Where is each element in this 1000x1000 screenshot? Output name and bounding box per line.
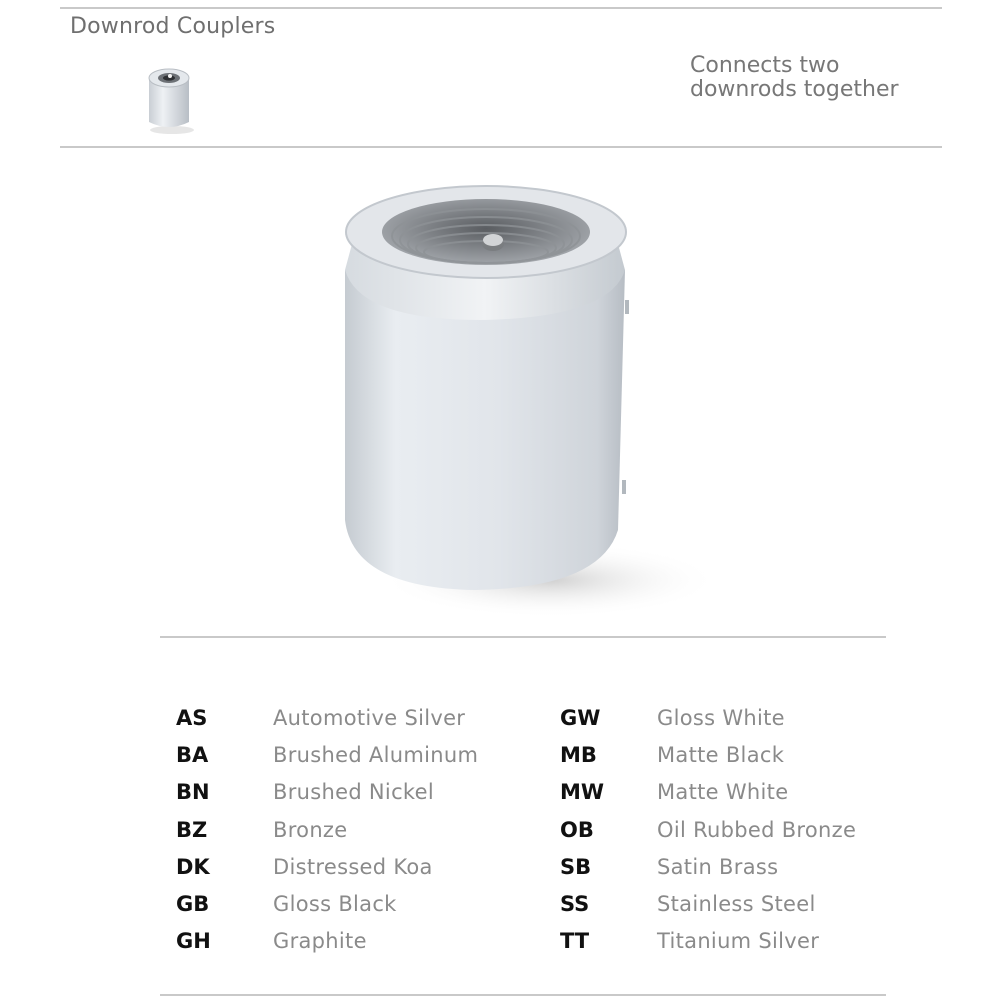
- finish-code: OB: [560, 817, 594, 842]
- finish-row: [560, 736, 856, 773]
- finish-name: Gloss White: [657, 705, 785, 730]
- finish-name: Brushed Aluminum: [273, 742, 479, 767]
- finish-name: Stainless Steel: [657, 892, 816, 917]
- header-divider: [60, 146, 942, 148]
- finish-row: [176, 736, 478, 773]
- finish-code: BN: [176, 780, 210, 805]
- finish-row: [560, 811, 856, 848]
- finish-row: [176, 811, 478, 848]
- finish-code: GW: [560, 705, 601, 730]
- finish-name: Distressed Koa: [273, 854, 433, 879]
- finish-code: TT: [560, 929, 590, 954]
- finish-code: BA: [176, 742, 209, 767]
- finish-code: DK: [176, 854, 210, 879]
- finish-row: [176, 923, 478, 960]
- finish-code: GH: [176, 929, 211, 954]
- finish-list-right: [560, 699, 856, 960]
- finish-row: [176, 774, 478, 811]
- finish-name: Automotive Silver: [273, 705, 466, 730]
- finish-code: SS: [560, 892, 590, 917]
- finishes-bottom-divider: [160, 994, 886, 996]
- finish-name: Graphite: [273, 929, 367, 954]
- finish-code: MW: [560, 780, 605, 805]
- finish-row: [560, 885, 856, 922]
- page-title: Downrod Couplers: [70, 14, 276, 39]
- finish-name: Satin Brass: [657, 854, 779, 879]
- finish-code: AS: [176, 705, 208, 730]
- coupler-thumbnail-image: [140, 64, 198, 136]
- finishes-top-divider: [160, 636, 886, 638]
- finish-row: [176, 885, 478, 922]
- finish-name: Oil Rubbed Bronze: [657, 817, 857, 842]
- finish-code: BZ: [176, 817, 208, 842]
- finish-code: GB: [176, 892, 210, 917]
- finish-name: Matte Black: [657, 742, 785, 767]
- finish-name: Matte White: [657, 780, 789, 805]
- finish-name: Bronze: [273, 817, 348, 842]
- finish-row: [176, 848, 478, 885]
- finish-code: MB: [560, 742, 597, 767]
- finish-row: [560, 774, 856, 811]
- finish-row: [560, 923, 856, 960]
- finish-code: SB: [560, 854, 592, 879]
- finish-name: Brushed Nickel: [273, 780, 434, 805]
- finish-name: Titanium Silver: [657, 929, 820, 954]
- finish-list-left: [176, 699, 478, 960]
- finish-name: Gloss Black: [273, 892, 397, 917]
- finish-row: [560, 699, 856, 736]
- coupler-product-image: [300, 160, 720, 630]
- product-description: Connects two downrods together: [690, 53, 899, 102]
- top-divider: [60, 7, 942, 9]
- finish-row: [176, 699, 478, 736]
- finish-row: [560, 848, 856, 885]
